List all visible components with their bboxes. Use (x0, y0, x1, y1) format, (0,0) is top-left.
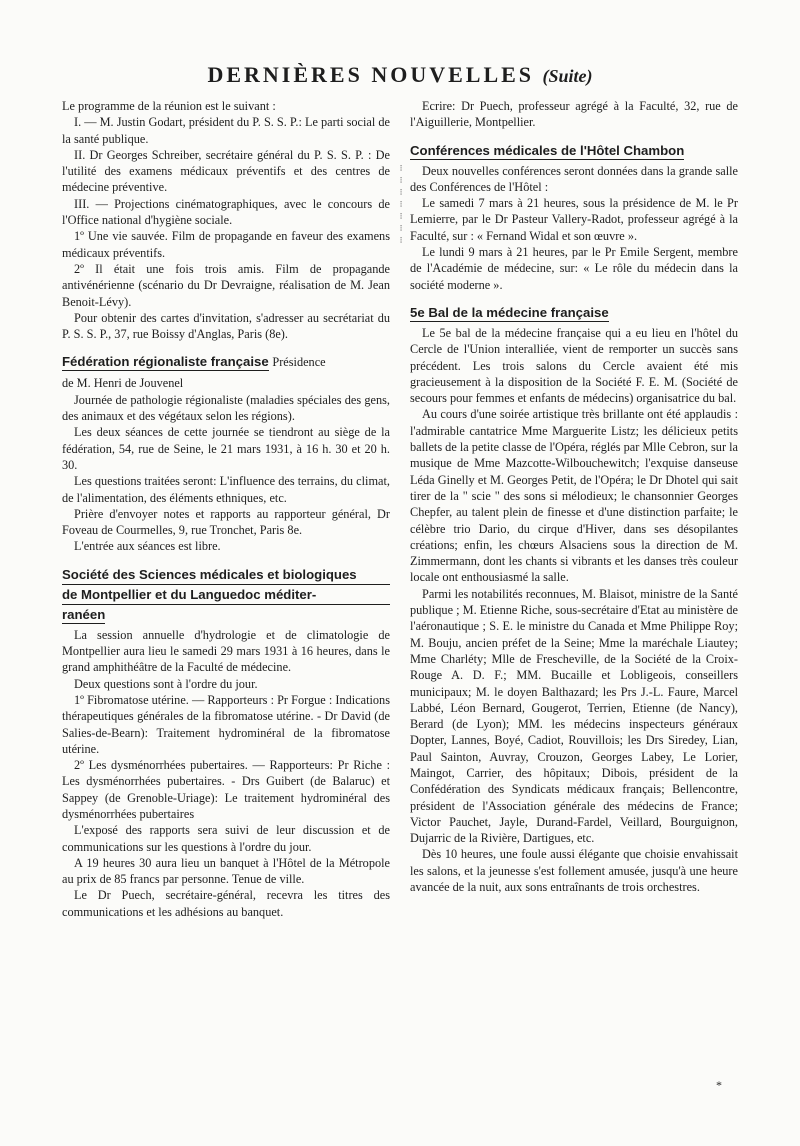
paragraph: 1º Fibromatose utérine. — Rapporteurs : Pr Forgue : Indications thérapeutiques générales de la fibromatose utérine. - Dr David (de Salies-de-Bearn): Traitement hydrominéral de la fibromatose utérine. (62, 692, 390, 756)
paragraph: Deux questions sont à l'ordre du jour. (74, 676, 258, 691)
section-heading-chambon (410, 141, 738, 160)
section-heading-bal (410, 303, 738, 322)
paragraph: Le 5e bal de la médecine française qui a eu lieu en l'hôtel du Cercle de l'Union interalliée, vient de remporter un succès sans précédent. Les trois salons du Cercle avaient été mis gracieusement à la disposition de la Société F. E. M. (Société de secours pour femmes et enfants de médecins) organisatrice du bal. (410, 325, 738, 406)
paragraph: La session annuelle d'hydrologie et de climatologie de Montpellier aura lieu le samedi 29 mars 1931 à 16 heures, dans le grand amphithéâtre de la Faculté de médecine. (62, 627, 390, 675)
section-heading-line: Société des Sciences médicales et biologiques (62, 565, 390, 585)
paragraph: Pour obtenir des cartes d'invitation, s'adresser au secrétariat du P. S. S. P., 37, rue Boissy d'Anglas, Paris (8e). (62, 310, 390, 342)
paragraph: Ecrire: Dr Puech, professeur agrégé à la Faculté, 32, rue de l'Aiguillerie, Montpellier. (410, 99, 738, 130)
paragraph: 1º Une vie sauvée. Film de propagande en faveur des examens médicaux préventifs. (62, 229, 390, 260)
paragraph: L'exposé des rapports sera suivi de leur discussion et de communications sur les questions à l'ordre du jour. (62, 823, 390, 854)
paragraph: Prière d'envoyer notes et rapports au rapporteur général, Dr Foveau de Courmelles, 9, rue Tronchet, Paris 8e. (62, 506, 390, 538)
paragraph: Le lundi 9 mars à 21 heures, par le Pr Emile Sergent, membre de l'Académie de médecine, sur: « Le rôle du médecin dans la société moderne ». (410, 245, 738, 292)
paragraph: L'entrée aux séances est libre. (74, 539, 221, 554)
paragraph: Les questions traitées seront: L'influence des terrains, du climat, de l'alimentation, des éléments ethniques, etc. (62, 474, 390, 505)
page-title (0, 62, 800, 88)
paragraph: Au cours d'une soirée artistique très brillante ont été applaudis : l'admirable cantatrice Mme Marguerite Listz; les délicieux petits ballets de la petite classe de l'Opéra, réglés par Mlle Cebron, sur la musique de Mme Mazcotte-Wilbouchewitch; l'exquise danseuse Léda Ginelly et M. Georges Petit, de l'Opéra; le Dr Dhotel qui sait tirer de la " scie " des sons si mélodieux; le chansonnier Georges Chepfer, au talent plein de finesse et d'une distinction parfaite; le célèbre trio Dario, du cirque d'Hiver, dans ses désopilantes créations; enfin, les chœurs Alsaciens sous la direction de M. Zimmermann, dont les chants si vibrants et les danses très couleur locale ont enthousiasmé la salle. (410, 407, 738, 585)
section-heading-line: de Montpellier et du Languedoc méditer- (62, 585, 390, 605)
section-heading-rest: Présidence (272, 355, 326, 370)
paragraph: Journée de pathologie régionaliste (maladies spéciales des gens, des animaux et des végétaux selon les régions). (62, 392, 390, 424)
paragraph: Dès 10 heures, une foule aussi élégante que choisie envahissait les salons, et la jeunesse s'est follement amusée, jusqu'à une heure avancée de la nuit, aux sons entraînants de trois orchestres. (410, 847, 738, 895)
paragraph: A 19 heures 30 aura lieu un banquet à l'Hôtel de la Métropole au prix de 85 francs par personne. Tenue de ville. (62, 855, 390, 887)
section-heading-societe (62, 565, 390, 624)
paragraph: 2º Il était une fois trois amis. Film de propagande antivénérienne (scénario du Dr Devraigne, réalisation de M. Jean Benoit-Lévy). (62, 261, 390, 309)
page-title-main: DERNIÈRES NOUVELLES (207, 62, 535, 87)
paragraph: Les deux séances de cette journée se tiendront au siège de la fédération, 54, rue de Seine, le 21 mars 1931, à 16 h. 30 et 20 h. 30. (62, 425, 390, 472)
paragraph: I. — M. Justin Godart, président du P. S. S. P.: Le parti social de la santé publique. (62, 115, 390, 146)
paragraph: Le Dr Puech, secrétaire-général, recevra les titres des communications et les adhésions au banquet. (62, 888, 390, 919)
section-heading-text: Fédération régionaliste française (62, 354, 269, 370)
paragraph: Deux nouvelles conférences seront données dans la grande salle des Conférences de l'Hôtel : (410, 163, 738, 194)
left-column (62, 98, 390, 920)
paragraph: Le samedi 7 mars à 21 heures, sous la présidence de M. le Pr Lemierre, par le Dr Pasteur Vallery-Radot, professeur agrégé à la Faculté, sur : « Fernand Widal et son œuvre ». (410, 196, 738, 243)
paragraph: II. Dr Georges Schreiber, secrétaire général du P. S. S. P. : De l'utilité des examens médicaux préventifs et des centres de médecine préventive. (62, 147, 390, 195)
paragraph: Le programme de la réunion est le suivant : (62, 99, 276, 113)
page-title-suite: (Suite) (542, 66, 593, 86)
library-stamp-mark: ⁝ ⁝ ⁝ ⁝ ⁝ ⁝ ⁝ (399, 163, 403, 245)
paragraph: 2º Les dysménorrhées pubertaires. — Rapporteurs: Pr Riche : Les dysménorrhées pubertaires. - Drs Guibert (de Balaruc) et Sappey (de Grenoble-Uriage): Le traitement hydrominéral des dysménorrhées pubertaires (62, 758, 390, 821)
paragraph: Parmi les notabilités reconnues, M. Blaisot, ministre de la Santé publique ; M. Etienne Riche, sous-secrétaire d'Etat au ministère de l'aéronautique ; S. E. le ministre du Canada et Mme Philippe Roy; M. Bouju, ancien préfet de la Seine; Mme la maréchale Liautey; Mme Charléty; Mlle de Frescheville, de la Société de la Croix-Rouge A. D. F.; MM. Bucaille et Lobligeois, conseillers municipaux; M. le doyen Balthazard; les Prs J.-L. Faure, Marcel Labbé, Léon Bernard, Gougerot, Terrien, Etienne (de Nancy), Berard (de Lyon); MM. les médecins inspecteurs généraux Dopter, Lannes, Boyé, Cadiot, Rouvillois; les Drs Siredey, Lian, Paul Sainton, Auvray, Crouzon, Georges Labey, Le Lorier, Maingot, Carrier, des hôpitaux; Dibois, président de la Confédération des Syndicats médicaux français; Bellencontre, président de l'Association générale des médecins de France; Victor Pauchet, Jayle, Durand-Fardel, Veillard, Bourguignon, Dujarric de la Rivière, Dartigues, etc. (410, 586, 738, 846)
section-heading-text: 5e Bal de la médecine française (410, 304, 609, 320)
paragraph: III. — Projections cinématographiques, avec le concours de l'Office national d'hygiène sociale. (62, 196, 390, 228)
section-heading-text: Conférences médicales de l'Hôtel Chambon (410, 142, 685, 158)
paragraph: de M. Henri de Jouvenel (62, 376, 184, 391)
end-mark: * (716, 1078, 722, 1092)
section-heading-line: ranéen (62, 606, 106, 622)
section-heading-federation (62, 352, 390, 372)
right-column (410, 98, 738, 895)
